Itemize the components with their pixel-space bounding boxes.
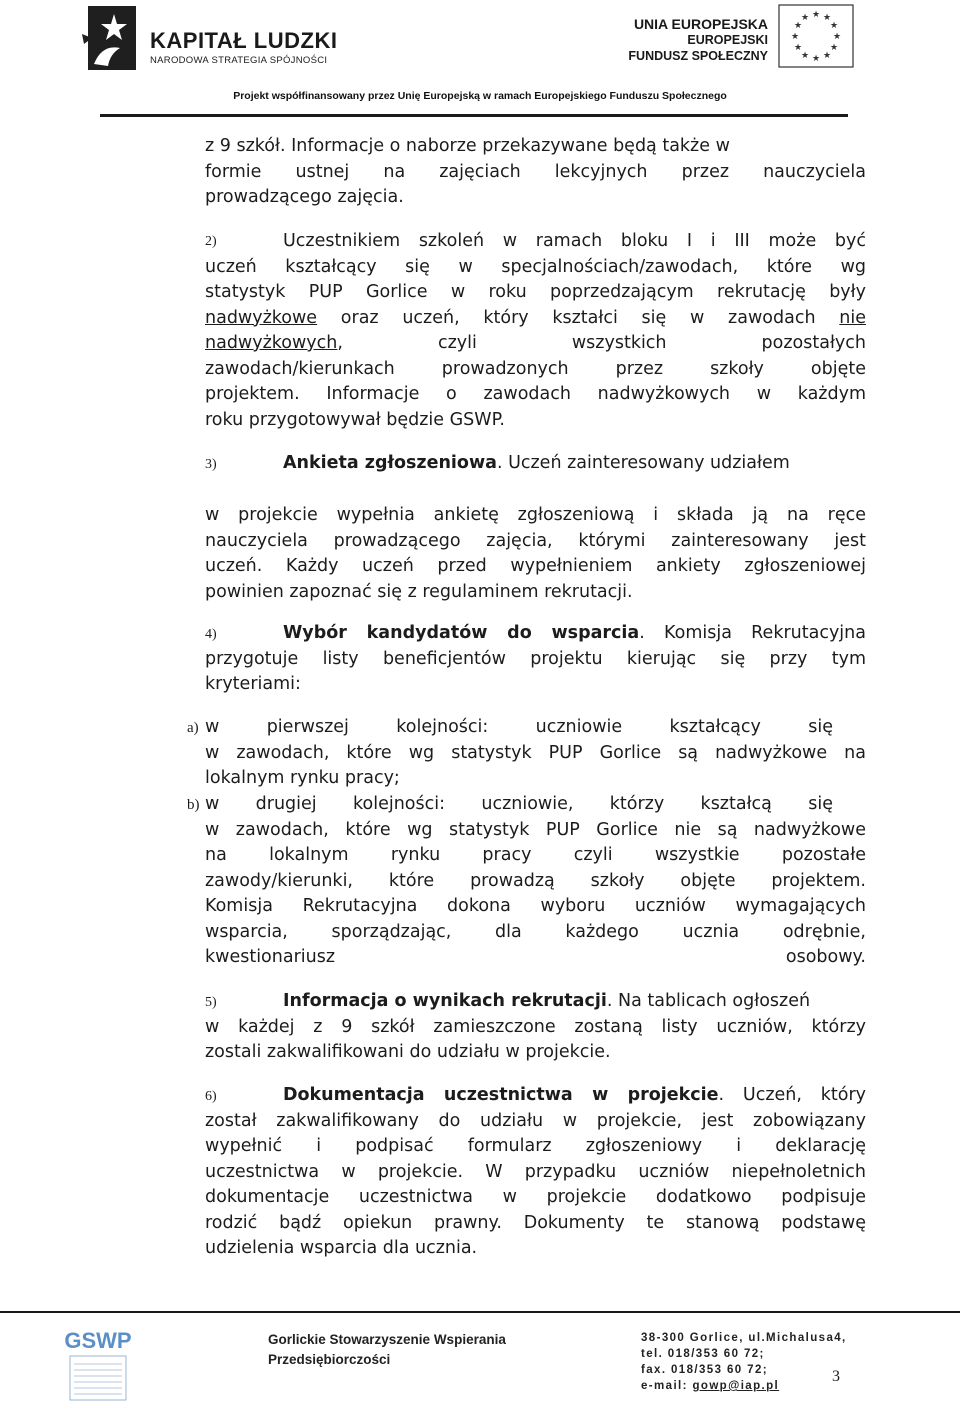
text-line: [205, 989, 866, 1015]
text-line: Komisja Rekrutacyjna dokona wyboru uczniów wymagających: [205, 896, 866, 916]
footer-organization: [268, 1330, 506, 1370]
page-number: 3: [832, 1368, 840, 1385]
text-line: [205, 331, 866, 357]
paragraph-section-4: [205, 621, 866, 698]
svg-text:★: ★: [793, 21, 803, 31]
paragraph-section-6: [205, 1083, 866, 1262]
list-marker: a): [187, 720, 199, 736]
text-line: wsparcia, sporządzając, dla każdego ucznia odrębnie,: [205, 921, 866, 942]
section-heading: Dokumentacja uczestnictwa w projekcie: [283, 1085, 719, 1105]
text-line: uczestnictwa w projekcie. W przypadku uczniów niepełnoletnich: [205, 1161, 866, 1182]
text-line: statystyk PUP Gorlice w roku poprzedzającym rekrutację były: [205, 282, 866, 302]
paragraph-section-2: [205, 229, 866, 433]
text-span: , czyli wszystkich pozostałych: [337, 333, 866, 353]
section-heading: Wybór kandydatów do wsparcia: [283, 623, 640, 643]
email-link[interactable]: gowp@iap.pl: [692, 1380, 780, 1392]
kapital-ludzki-logo-icon: [80, 4, 140, 74]
text-line: w pierwszej kolejności: uczniowie kształcący się: [205, 717, 833, 737]
ue-fund-line-2: FUNDUSZ SPOŁECZNY: [628, 49, 768, 63]
text-line: dokumentacje uczestnictwa w projekcie dodatkowo podpisuje: [205, 1187, 866, 1207]
text-line: nauczyciela prowadzącego zajęcia, którymi zainteresowany jest: [205, 530, 866, 551]
footer-contact: [641, 1330, 847, 1394]
text-span: . Uczeń zainteresowany udziałem: [496, 453, 790, 473]
paragraph-intro: [205, 134, 866, 211]
section-number: 5): [205, 995, 217, 1010]
text-line: w drugiej kolejności: uczniowie, którzy kształcą się: [205, 794, 833, 814]
email-line: [641, 1378, 847, 1394]
text-span: . Komisja Rekrutacyjna: [639, 623, 866, 643]
kapital-ludzki-title: KAPITAŁ LUDZKI: [150, 28, 338, 53]
underlined-term: nie: [839, 307, 866, 328]
svg-text:★: ★: [793, 43, 803, 53]
svg-text:★: ★: [800, 51, 810, 61]
text-line: kryteriami:: [205, 674, 301, 694]
page-header: [0, 0, 960, 122]
text-line: [205, 1083, 866, 1109]
text-line: formie ustnej na zajęciach lekcyjnych przez nauczyciela: [205, 161, 866, 182]
text-line: rodzić bądź opiekun prawny. Dokumenty te stanową podstawę: [205, 1212, 866, 1233]
gswp-logo-icon: [62, 1322, 134, 1404]
svg-text:★: ★: [811, 10, 821, 20]
text-line: w każdej z 9 szkół zamieszczone zostaną listy uczniów, którzy: [205, 1016, 866, 1037]
organization-name-line-1: Gorlickie Stowarzyszenie Wspierania: [268, 1332, 506, 1347]
fax-line: fax. 018/353 60 72;: [641, 1364, 768, 1376]
section-number: 4): [205, 627, 217, 642]
svg-text:★: ★: [811, 54, 821, 64]
svg-text:★: ★: [800, 13, 810, 23]
address-line: 38-300 Gorlice, ul.Michalusa4,: [641, 1332, 847, 1344]
underlined-term: nadwyżkowe: [205, 307, 318, 328]
list-marker: b): [187, 797, 200, 813]
paragraph-section-5: [205, 989, 866, 1066]
section-heading: Ankieta zgłoszeniowa: [283, 453, 497, 473]
text-span: . Na tablicach ogłoszeń: [606, 991, 811, 1011]
ue-title: UNIA EUROPEJSKA: [633, 16, 768, 32]
text-line: [205, 621, 866, 647]
svg-text:★: ★: [822, 51, 832, 61]
text-line: udzielenia wsparcia dla ucznia.: [205, 1238, 478, 1258]
gswp-logo-text: GSWP: [64, 1328, 132, 1353]
ue-fund-name: [628, 32, 768, 64]
svg-text:★: ★: [822, 13, 832, 23]
text-line: Uczestnikiem szkoleń w ramach bloku I i III może być: [283, 231, 866, 251]
phone-line: tel. 018/353 60 72;: [641, 1348, 765, 1360]
svg-text:★: ★: [829, 21, 839, 31]
text-line: zostali zakwalifikowani do udziału w projekcie.: [205, 1042, 611, 1062]
footer-divider: [0, 1311, 960, 1313]
text-line: z 9 szkół. Informacje o naborze przekazywane będą także w: [205, 136, 730, 156]
text-line: projektem. Informacje o zawodach nadwyżkowych w każdym: [205, 384, 866, 404]
text-line: lokalnym rynku pracy;: [205, 768, 400, 788]
svg-text:★: ★: [829, 43, 839, 53]
section-number: 6): [205, 1089, 217, 1104]
text-line: kwestionariusz osobowy.: [205, 947, 866, 967]
list-item-a: [205, 715, 866, 792]
text-line: roku przygotowywał będzie GSWP.: [205, 409, 505, 430]
text-line: przygotuje listy beneficjentów projektu kierując się przy tym: [205, 648, 866, 669]
section-number: 2): [205, 234, 217, 249]
text-line: wypełnić i podpisać formularz zgłoszeniowy i deklarację: [205, 1136, 866, 1156]
text-line: [205, 451, 866, 477]
svg-text:★: ★: [790, 32, 800, 42]
text-line: w zawodach, które wg statystyk PUP Gorlice są nadwyżkowe na: [205, 742, 866, 763]
text-line: zawodach/kierunkach prowadzonych przez szkoły objęte: [205, 358, 866, 379]
text-line: zawody/kierunki, które prowadzą szkoły objęte projektem.: [205, 870, 866, 891]
section-heading: Informacja o wynikach rekrutacji: [283, 991, 607, 1011]
text-line: w zawodach, które wg statystyk PUP Gorlice nie są nadwyżkowe: [205, 819, 866, 840]
text-line: prowadzącego zajęcia.: [205, 187, 404, 207]
list-item-b: [205, 792, 866, 971]
kapital-ludzki-subtitle: NARODOWA STRATEGIA SPÓJNOŚCI: [150, 55, 328, 66]
text-line: na lokalnym rynku pracy czyli wszystkie pozostałe: [205, 845, 866, 865]
text-span: . Uczeń, który: [718, 1085, 867, 1105]
text-line: uczeń. Każdy uczeń przed wypełnieniem ankiety zgłoszeniowej: [205, 556, 866, 576]
text-line: [205, 306, 866, 332]
project-cofinancing-note: Projekt współfinansowany przez Unię Europejską w ramach Europejskiego Funduszu Społecznego: [233, 90, 727, 102]
text-line: został zakwalifikowany do udziału w projekcie, jest zobowiązany: [205, 1110, 866, 1131]
text-span: oraz uczeń, który kształci się w zawodach: [317, 307, 840, 328]
paragraph-section-3: [205, 503, 866, 605]
text-line: uczeń kształcący się w specjalnościach/zawodach, które wg: [205, 256, 866, 277]
underlined-term: nadwyżkowych: [205, 333, 338, 353]
header-divider: [100, 114, 848, 117]
paragraph-section-3-heading: [205, 451, 866, 477]
organization-name-line-2: Przedsiębiorczości: [268, 1352, 391, 1367]
section-number: 3): [205, 457, 217, 472]
svg-text:★: ★: [832, 32, 842, 42]
text-line: powinien zapoznać się z regulaminem rekrutacji.: [205, 581, 633, 602]
text-line: w projekcie wypełnia ankietę zgłoszeniową i składa ją na ręce: [205, 505, 866, 525]
ue-fund-line-1: EUROPEJSKI: [687, 33, 768, 47]
email-label: e-mail:: [641, 1380, 693, 1392]
eu-flag-icon: [778, 4, 854, 68]
